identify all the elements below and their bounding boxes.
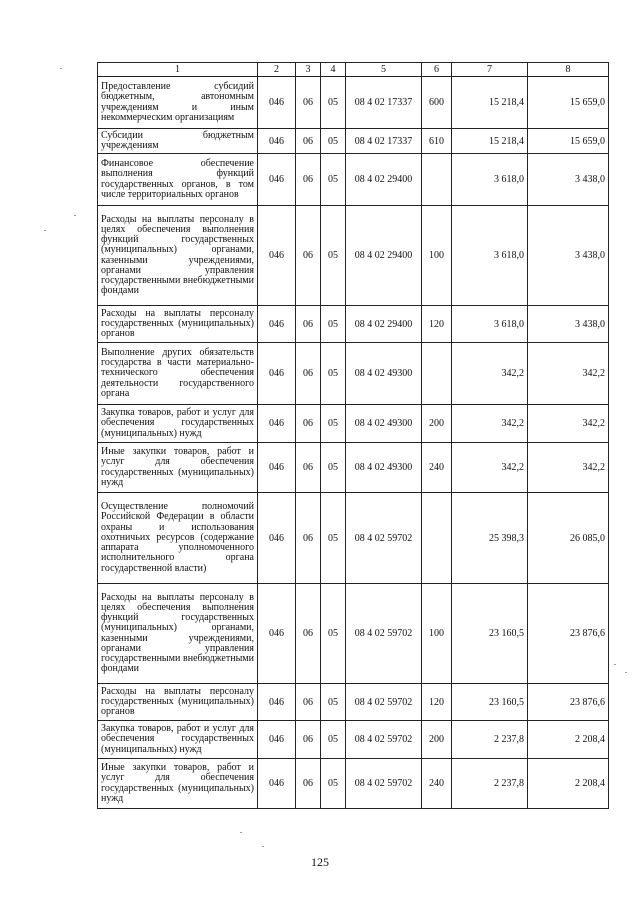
table-body — [98, 63, 609, 809]
target-article-cell: 08 4 02 49300 — [346, 443, 422, 493]
table-row — [98, 306, 609, 343]
row-name-cell: Выполнение других обязательств государства в части материально-технического обеспечения деятельности государственного органа — [98, 343, 258, 405]
amount-cell-8: 3 438,0 — [528, 154, 609, 206]
target-article-cell: 08 4 02 29400 — [346, 306, 422, 343]
table-row — [98, 206, 609, 306]
subsection-code-cell: 05 — [321, 405, 346, 443]
admin-code-cell: 046 — [258, 443, 296, 493]
scan-speck — [74, 215, 76, 216]
amount-cell-8: 342,2 — [528, 443, 609, 493]
target-article-cell: 08 4 02 17337 — [346, 129, 422, 154]
admin-code-cell: 046 — [258, 129, 296, 154]
table-row — [98, 684, 609, 721]
section-code-cell: 06 — [296, 721, 321, 759]
amount-cell-8: 2 208,4 — [528, 721, 609, 759]
amount-cell-8: 3 438,0 — [528, 206, 609, 306]
header-cell: 5 — [346, 63, 422, 77]
expense-type-cell: 120 — [422, 684, 452, 721]
admin-code-cell: 046 — [258, 405, 296, 443]
row-name-cell: Предоставление субсидий бюджетным, автономным учреждениям и иным некоммерческим организациям — [98, 77, 258, 129]
admin-code-cell: 046 — [258, 306, 296, 343]
admin-code-cell: 046 — [258, 77, 296, 129]
amount-cell-7: 342,2 — [452, 443, 528, 493]
admin-code-cell: 046 — [258, 154, 296, 206]
row-name-cell: Закупка товаров, работ и услуг для обеспечения государственных (муниципальных) нужд — [98, 405, 258, 443]
budget-table — [97, 62, 609, 809]
section-code-cell: 06 — [296, 77, 321, 129]
admin-code-cell: 046 — [258, 584, 296, 684]
expense-type-cell: 200 — [422, 721, 452, 759]
header-cell: 1 — [98, 63, 258, 77]
subsection-code-cell: 05 — [321, 343, 346, 405]
scan-speck — [262, 846, 264, 847]
subsection-code-cell: 05 — [321, 129, 346, 154]
amount-cell-7: 2 237,8 — [452, 759, 528, 809]
amount-cell-7: 3 618,0 — [452, 154, 528, 206]
amount-cell-7: 2 237,8 — [452, 721, 528, 759]
row-name-cell: Субсидии бюджетным учреждениям — [98, 129, 258, 154]
row-name-cell: Осуществление полномочий Российской Федерации в области охраны и использования охотничьих ресурсов (содержание аппарата уполномоченного исполнительного органа государственной власти) — [98, 493, 258, 584]
row-name-cell: Расходы на выплаты персоналу государственных (муниципальных) органов — [98, 306, 258, 343]
expense-type-cell: 240 — [422, 443, 452, 493]
amount-cell-7: 15 218,4 — [452, 77, 528, 129]
target-article-cell: 08 4 02 29400 — [346, 154, 422, 206]
scan-speck — [44, 230, 46, 231]
header-cell: 6 — [422, 63, 452, 77]
row-name-cell: Иные закупки товаров, работ и услуг для обеспечения государственных (муниципальных) нужд — [98, 759, 258, 809]
subsection-code-cell: 05 — [321, 493, 346, 584]
subsection-code-cell: 05 — [321, 206, 346, 306]
admin-code-cell: 046 — [258, 343, 296, 405]
target-article-cell: 08 4 02 59702 — [346, 759, 422, 809]
table-row — [98, 759, 609, 809]
subsection-code-cell: 05 — [321, 759, 346, 809]
target-article-cell: 08 4 02 29400 — [346, 206, 422, 306]
scan-speck — [614, 664, 616, 665]
amount-cell-7: 3 618,0 — [452, 306, 528, 343]
table-row — [98, 721, 609, 759]
amount-cell-7: 15 218,4 — [452, 129, 528, 154]
admin-code-cell: 046 — [258, 684, 296, 721]
expense-type-cell: 600 — [422, 77, 452, 129]
amount-cell-8: 26 085,0 — [528, 493, 609, 584]
header-cell: 8 — [528, 63, 609, 77]
row-name-cell: Иные закупки товаров, работ и услуг для обеспечения государственных (муниципальных) нужд — [98, 443, 258, 493]
amount-cell-8: 3 438,0 — [528, 306, 609, 343]
page-number: 125 — [311, 855, 329, 869]
table-row — [98, 584, 609, 684]
expense-type-cell: 120 — [422, 306, 452, 343]
row-name-cell: Расходы на выплаты персоналу в целях обеспечения выполнения функций государственных (муниципальных) органами, казенными учреждениями, органами управления государственными внебюджетными фондами — [98, 206, 258, 306]
expense-type-cell: 200 — [422, 405, 452, 443]
amount-cell-7: 23 160,5 — [452, 684, 528, 721]
table-row — [98, 343, 609, 405]
target-article-cell: 08 4 02 59702 — [346, 493, 422, 584]
expense-type-cell: 100 — [422, 584, 452, 684]
amount-cell-8: 15 659,0 — [528, 77, 609, 129]
table-row — [98, 443, 609, 493]
table-row — [98, 129, 609, 154]
amount-cell-7: 23 160,5 — [452, 584, 528, 684]
header-row — [98, 63, 609, 77]
admin-code-cell: 046 — [258, 759, 296, 809]
amount-cell-7: 342,2 — [452, 343, 528, 405]
header-cell: 7 — [452, 63, 528, 77]
subsection-code-cell: 05 — [321, 584, 346, 684]
table-row — [98, 493, 609, 584]
target-article-cell: 08 4 02 59702 — [346, 584, 422, 684]
header-cell: 3 — [296, 63, 321, 77]
expense-type-cell: 100 — [422, 206, 452, 306]
section-code-cell: 06 — [296, 343, 321, 405]
admin-code-cell: 046 — [258, 493, 296, 584]
target-article-cell: 08 4 02 59702 — [346, 684, 422, 721]
header-cell: 4 — [321, 63, 346, 77]
section-code-cell: 06 — [296, 405, 321, 443]
scan-speck — [625, 672, 627, 673]
amount-cell-7: 342,2 — [452, 405, 528, 443]
target-article-cell: 08 4 02 17337 — [346, 77, 422, 129]
section-code-cell: 06 — [296, 129, 321, 154]
expense-type-cell — [422, 154, 452, 206]
subsection-code-cell: 05 — [321, 443, 346, 493]
row-name-cell: Финансовое обеспечение выполнения функций государственных органов, в том числе территориальных органов — [98, 154, 258, 206]
amount-cell-8: 2 208,4 — [528, 759, 609, 809]
expense-type-cell — [422, 493, 452, 584]
section-code-cell: 06 — [296, 443, 321, 493]
expense-type-cell: 610 — [422, 129, 452, 154]
subsection-code-cell: 05 — [321, 306, 346, 343]
amount-cell-8: 15 659,0 — [528, 129, 609, 154]
section-code-cell: 06 — [296, 759, 321, 809]
section-code-cell: 06 — [296, 684, 321, 721]
section-code-cell: 06 — [296, 584, 321, 684]
row-name-cell: Расходы на выплаты персоналу в целях обеспечения выполнения функций государственных (муниципальных) органами, казенными учреждениями, органами управления государственными внебюджетными фондами — [98, 584, 258, 684]
expense-type-cell: 240 — [422, 759, 452, 809]
admin-code-cell: 046 — [258, 721, 296, 759]
scan-speck — [240, 832, 242, 833]
table-row — [98, 77, 609, 129]
subsection-code-cell: 05 — [321, 721, 346, 759]
amount-cell-7: 3 618,0 — [452, 206, 528, 306]
subsection-code-cell: 05 — [321, 77, 346, 129]
row-name-cell: Закупка товаров, работ и услуг для обеспечения государственных (муниципальных) нужд — [98, 721, 258, 759]
section-code-cell: 06 — [296, 306, 321, 343]
amount-cell-8: 342,2 — [528, 343, 609, 405]
subsection-code-cell: 05 — [321, 684, 346, 721]
admin-code-cell: 046 — [258, 206, 296, 306]
amount-cell-8: 23 876,6 — [528, 684, 609, 721]
section-code-cell: 06 — [296, 493, 321, 584]
amount-cell-8: 342,2 — [528, 405, 609, 443]
header-cell: 2 — [258, 63, 296, 77]
section-code-cell: 06 — [296, 206, 321, 306]
target-article-cell: 08 4 02 49300 — [346, 405, 422, 443]
target-article-cell: 08 4 02 49300 — [346, 343, 422, 405]
subsection-code-cell: 05 — [321, 154, 346, 206]
section-code-cell: 06 — [296, 154, 321, 206]
table-row — [98, 154, 609, 206]
amount-cell-8: 23 876,6 — [528, 584, 609, 684]
target-article-cell: 08 4 02 59702 — [346, 721, 422, 759]
table-row — [98, 405, 609, 443]
scan-speck — [60, 68, 62, 69]
amount-cell-7: 25 398,3 — [452, 493, 528, 584]
row-name-cell: Расходы на выплаты персоналу государственных (муниципальных) органов — [98, 684, 258, 721]
expense-type-cell — [422, 343, 452, 405]
